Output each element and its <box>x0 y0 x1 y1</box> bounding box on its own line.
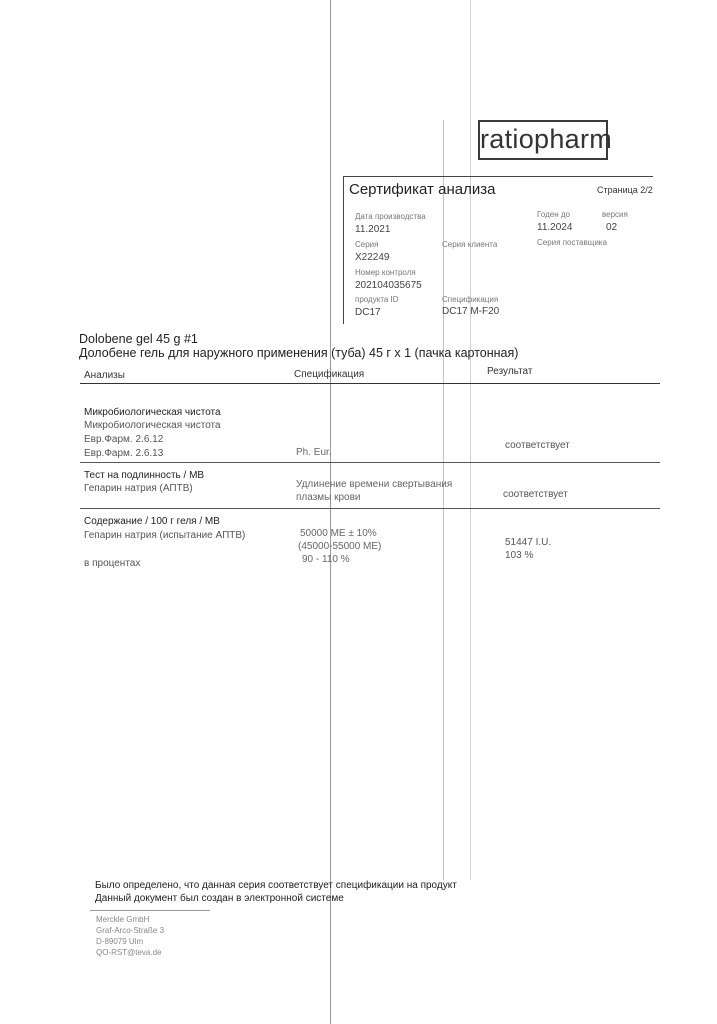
specification-value: плазмы крови <box>296 492 361 503</box>
production-date-label: Дата производства <box>355 212 426 221</box>
address-line: D-89079 Ulm <box>96 937 144 946</box>
batch-value: X22249 <box>355 252 390 263</box>
product-name-cyrillic: Долобене гель для наружного применения (туба) 45 г x 1 (пачка картонная) <box>79 346 519 360</box>
section-line: Гепарин натрия (АПТВ) <box>84 483 193 494</box>
section-line: Евр.Фарм. 2.6.12 <box>84 434 164 445</box>
section-line: Евр.Фарм. 2.6.13 <box>84 448 164 459</box>
section-line: Гепарин натрия (испытание АПТВ) <box>84 530 246 541</box>
specification-value: Ph. Eur. <box>296 447 332 458</box>
section-heading-microbiological: Микробиологическая чистота <box>84 407 221 418</box>
product-name-latin: Dolobene gel 45 g #1 <box>79 332 198 346</box>
specification-label: Спецификация <box>442 295 499 304</box>
result-value: 51447 I.U. <box>505 537 552 548</box>
column-header-result: Результат <box>487 366 533 377</box>
ratiopharm-logo: ratiopharm <box>478 120 608 160</box>
control-number-value: 202104035675 <box>355 280 422 291</box>
footer-rule <box>90 910 210 911</box>
specification-value: (45000-55000 МЕ) <box>298 541 382 552</box>
specification-value: 90 - 110 % <box>302 554 350 565</box>
specification-value: 50000 МЕ ± 10% <box>300 528 377 539</box>
version-value: 02 <box>606 222 618 233</box>
section-heading-identity: Тест на подлинность / MB <box>84 470 205 481</box>
certificate-title: Сертификат анализа <box>349 181 496 198</box>
client-batch-label: Серия клиента <box>442 240 498 249</box>
version-label: версия <box>602 210 628 219</box>
specification-value: Удлинение времени свертывания <box>296 479 453 490</box>
address-line: Graf-Arco-Straße 3 <box>96 926 165 935</box>
supplier-batch-label: Серия поставщика <box>537 238 607 247</box>
production-date-value: 11.2021 <box>355 224 391 235</box>
result-value: 103 % <box>505 550 534 561</box>
page-number: Страница 2/2 <box>597 185 653 195</box>
electronic-document-note: Данный документ был создан в электронной системе <box>95 893 344 904</box>
section-rule <box>80 462 660 463</box>
section-line: в процентах <box>84 558 141 569</box>
scan-line-vertical-1 <box>330 0 331 1024</box>
batch-label: Серия <box>355 240 379 249</box>
section-rule <box>80 508 660 509</box>
product-id-label: продукта ID <box>355 295 399 304</box>
valid-until-label: Годен до <box>537 210 570 219</box>
result-value: соответствует <box>503 489 568 500</box>
scan-line-vertical-3 <box>470 0 471 880</box>
column-header-specification: Спецификация <box>294 369 365 380</box>
section-heading-content: Содержание / 100 г геля / MB <box>84 516 220 527</box>
specification-value: DC17 M-F20 <box>442 306 500 317</box>
valid-until-value: 11.2024 <box>537 222 573 233</box>
address-line: QO-RST@teva.de <box>96 948 162 957</box>
table-header-rule <box>80 383 660 384</box>
address-line: Merckle GmbH <box>96 915 150 924</box>
product-id-value: DC17 <box>355 307 381 318</box>
conformity-statement: Было определено, что данная серия соответствует спецификации на продукт <box>95 880 457 891</box>
section-line: Микробиологическая чистота <box>84 420 221 431</box>
column-header-analyses: Анализы <box>84 370 125 381</box>
control-number-label: Номер контроля <box>355 268 416 277</box>
result-value: соответствует <box>505 440 570 451</box>
